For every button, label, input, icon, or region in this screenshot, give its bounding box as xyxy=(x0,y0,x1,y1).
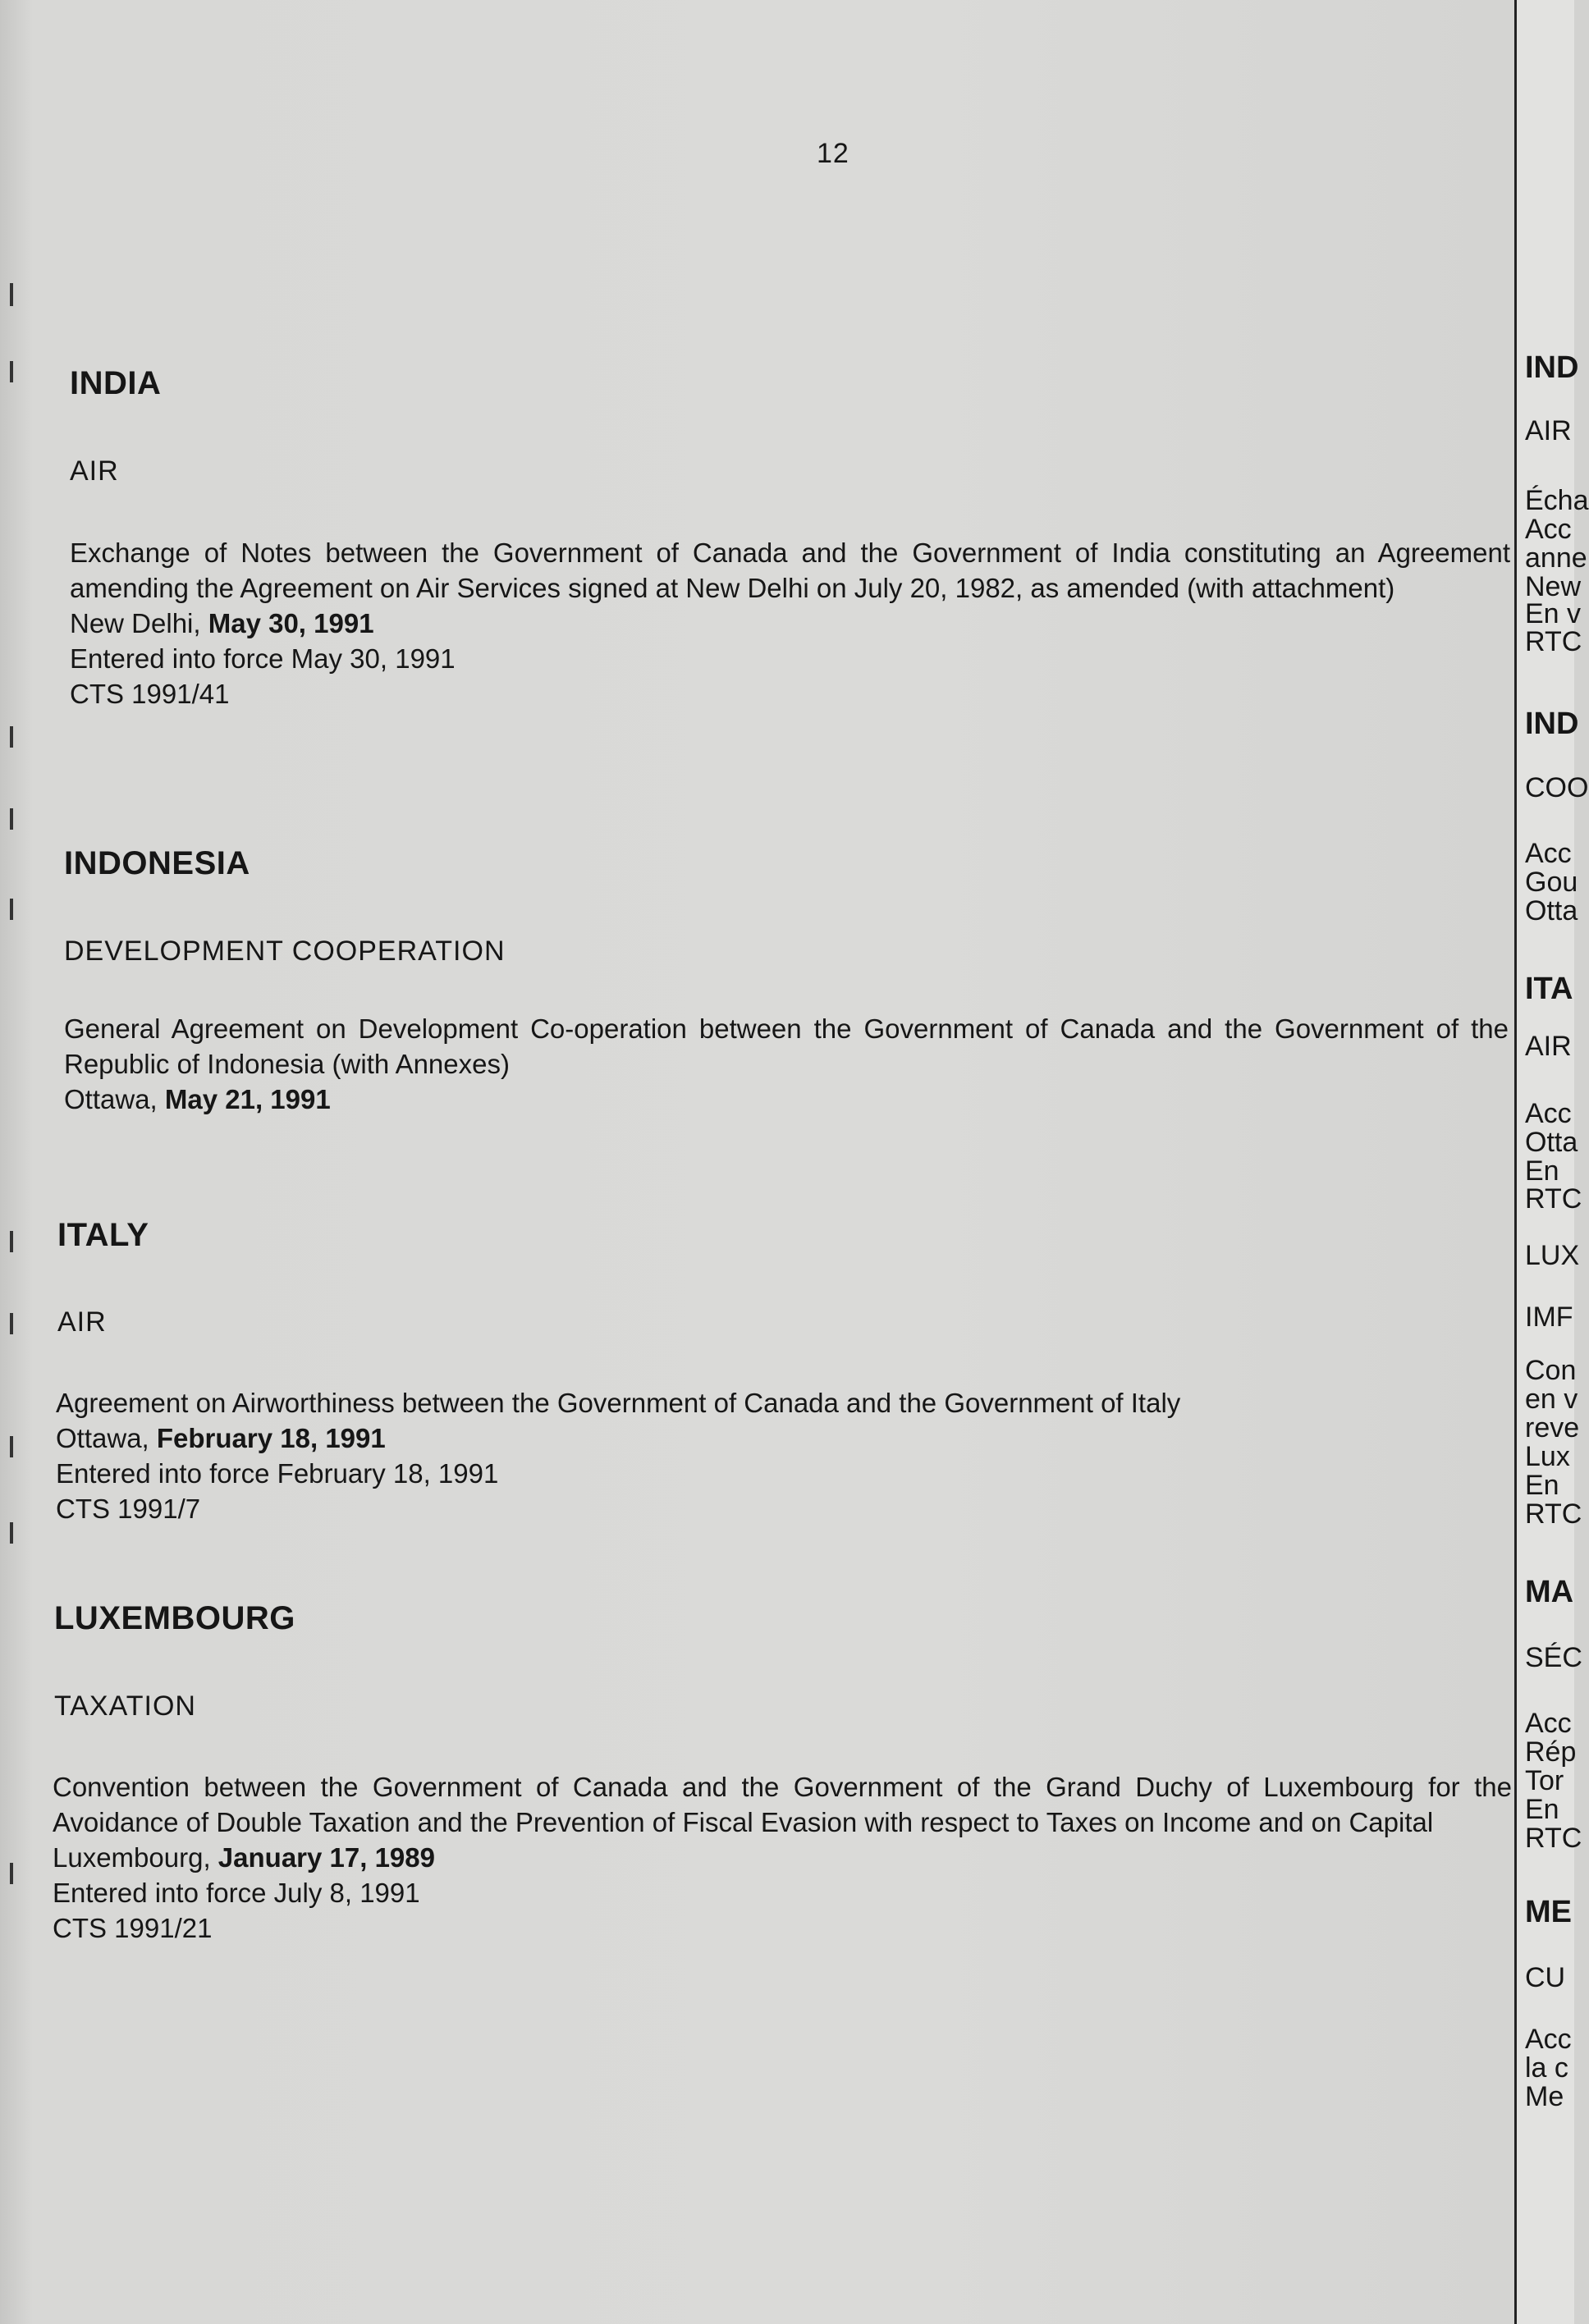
signing-place: Luxembourg, xyxy=(53,1842,211,1873)
treaty-series-reference: CTS 1991/21 xyxy=(53,1913,213,1943)
treaty-title: General Agreement on Development Co-operation between the Government of Canada and the Government of the Republic of Indonesia (with Annexes) xyxy=(64,1013,1509,1079)
facing-fragment: Lux xyxy=(1525,1441,1570,1472)
facing-fragment: En v xyxy=(1525,598,1582,629)
facing-fragment: Acc xyxy=(1525,1708,1572,1739)
facing-fragment: En xyxy=(1525,1155,1559,1187)
left-edge-fragments xyxy=(0,0,25,2324)
facing-fragment: New xyxy=(1525,571,1582,602)
country-heading-india: INDIA xyxy=(70,365,162,401)
facing-fragment: Me xyxy=(1525,2081,1564,2112)
facing-fragment: Acc xyxy=(1525,2024,1572,2055)
facing-fragment: IND xyxy=(1525,707,1579,741)
country-heading-luxembourg: LUXEMBOURG xyxy=(54,1600,295,1636)
facing-fragment: Tor xyxy=(1525,1765,1564,1796)
signing-date: May 21, 1991 xyxy=(164,1084,331,1114)
facing-fragment: Gou xyxy=(1525,867,1578,898)
facing-fragment: Con xyxy=(1525,1355,1577,1386)
facing-fragment: MA xyxy=(1525,1575,1574,1609)
facing-fragment: SÉC xyxy=(1525,1642,1582,1673)
facing-fragment: IMF xyxy=(1525,1302,1573,1333)
signing-place: Ottawa, xyxy=(64,1084,158,1114)
facing-fragment: RTC xyxy=(1525,1183,1582,1215)
facing-fragment: RTC xyxy=(1525,1823,1582,1854)
entry-into-force: Entered into force July 8, 1991 xyxy=(53,1878,420,1908)
facing-fragment: la c xyxy=(1525,2052,1568,2084)
facing-fragment: En xyxy=(1525,1794,1559,1825)
facing-page-edge xyxy=(1514,0,1589,2324)
category-label: AIR xyxy=(70,455,119,487)
treaty-title: Convention between the Government of Canada and the Government of the Grand Duchy of Luxembourg for the Avoidance of Double Taxation and the Prevention of Fiscal Evasion with respect to Taxes on Income and on Capital xyxy=(53,1772,1512,1837)
facing-fragment: LUX xyxy=(1525,1240,1580,1271)
facing-fragment: IND xyxy=(1525,350,1579,385)
treaty-title: Exchange of Notes between the Government of Canada and the Government of India constituting an Agreement amending the Agreement on Air Services signed at New Delhi on July 20, 1982, as amended (with attachment) xyxy=(70,538,1510,603)
treaty-entry-indonesia xyxy=(64,1011,1509,1117)
facing-fragment: Acc xyxy=(1525,838,1572,869)
signing-place-date xyxy=(56,1420,1509,1456)
facing-fragment: Écha xyxy=(1525,485,1589,516)
facing-fragment: En xyxy=(1525,1470,1559,1501)
category-label: AIR xyxy=(57,1306,107,1338)
page-number: 12 xyxy=(817,138,849,169)
facing-fragment: Acc xyxy=(1525,1098,1572,1129)
treaty-entry-luxembourg xyxy=(53,1769,1512,1946)
treaty-series-reference: CTS 1991/7 xyxy=(56,1494,201,1524)
entry-into-force: Entered into force February 18, 1991 xyxy=(56,1458,499,1489)
signing-place: Ottawa, xyxy=(56,1423,149,1453)
facing-fragment: Rép xyxy=(1525,1736,1577,1768)
signing-place-date xyxy=(64,1082,1509,1117)
signing-place: New Delhi, xyxy=(70,608,201,638)
facing-fragment: CU xyxy=(1525,1962,1566,1993)
facing-fragment: COO xyxy=(1525,772,1589,803)
signing-date: January 17, 1989 xyxy=(218,1842,435,1873)
signing-place-date xyxy=(70,606,1510,641)
facing-fragment: AIR xyxy=(1525,415,1572,446)
facing-fragment: AIR xyxy=(1525,1031,1572,1062)
signing-date: February 18, 1991 xyxy=(156,1423,386,1453)
facing-fragment: Otta xyxy=(1525,895,1578,926)
entry-into-force: Entered into force May 30, 1991 xyxy=(70,643,456,674)
facing-fragment: ME xyxy=(1525,1895,1572,1929)
facing-fragment: ITA xyxy=(1525,972,1573,1006)
signing-date: May 30, 1991 xyxy=(208,608,374,638)
category-label: TAXATION xyxy=(54,1690,196,1722)
facing-fragment: en v xyxy=(1525,1384,1578,1415)
country-heading-indonesia: INDONESIA xyxy=(64,845,250,881)
facing-fragment: RTC xyxy=(1525,1498,1582,1530)
treaty-entry-italy xyxy=(56,1385,1509,1526)
country-heading-italy: ITALY xyxy=(57,1217,149,1253)
category-label: DEVELOPMENT COOPERATION xyxy=(64,936,506,967)
treaty-entry-india xyxy=(70,535,1510,711)
facing-fragment: anne xyxy=(1525,542,1587,574)
facing-fragment: RTC xyxy=(1525,626,1582,657)
signing-place-date xyxy=(53,1840,1512,1875)
facing-fragment: Acc xyxy=(1525,514,1572,545)
treaty-title: Agreement on Airworthiness between the Government of Canada and the Government of Italy xyxy=(56,1388,1181,1418)
treaty-series-reference: CTS 1991/41 xyxy=(70,679,230,709)
facing-fragment: reve xyxy=(1525,1412,1580,1443)
facing-fragment: Otta xyxy=(1525,1127,1578,1158)
